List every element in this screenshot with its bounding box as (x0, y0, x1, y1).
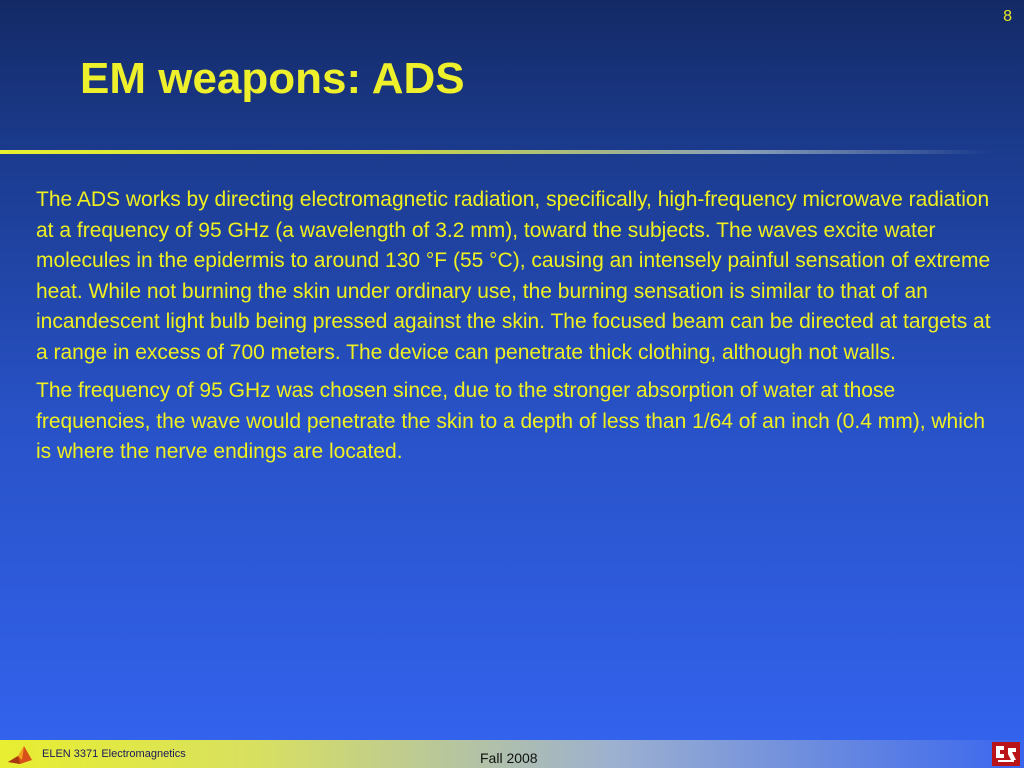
slide-title: EM weapons: ADS (80, 54, 465, 103)
course-label: ELEN 3371 Electromagnetics (42, 748, 186, 760)
body-paragraph-2: The frequency of 95 GHz was chosen since, due to the stronger absorption of water at those frequencies, the wave would penetrate the skin to a depth of less than 1/64 of an inch (0.4 mm), which is where the nerve endings are located. (36, 379, 986, 463)
slide-number: 8 (1003, 8, 1012, 25)
slide-body (36, 185, 996, 476)
university-logo-icon (992, 742, 1020, 766)
matlab-logo-icon (6, 742, 34, 766)
footer-bar (0, 740, 1024, 768)
body-paragraph-1: The ADS works by directing electromagnetic radiation, specifically, high-frequency microwave radiation at a frequency of 95 GHz (a wavelength of 3.2 mm), toward the subjects. The waves excite water molecules in the epidermis to around 130 °F (55 °C), causing an intensely painful sensation of extreme heat. While not burning the skin under ordinary use, the burning sensation is similar to that of an incandescent light bulb being pressed against the skin. The focused beam can be directed at targets at a range in excess of 700 meters. The device can penetrate thick clothing, although not walls. (36, 188, 991, 364)
term-label: Fall 2008 (480, 750, 538, 766)
title-divider (0, 150, 990, 154)
